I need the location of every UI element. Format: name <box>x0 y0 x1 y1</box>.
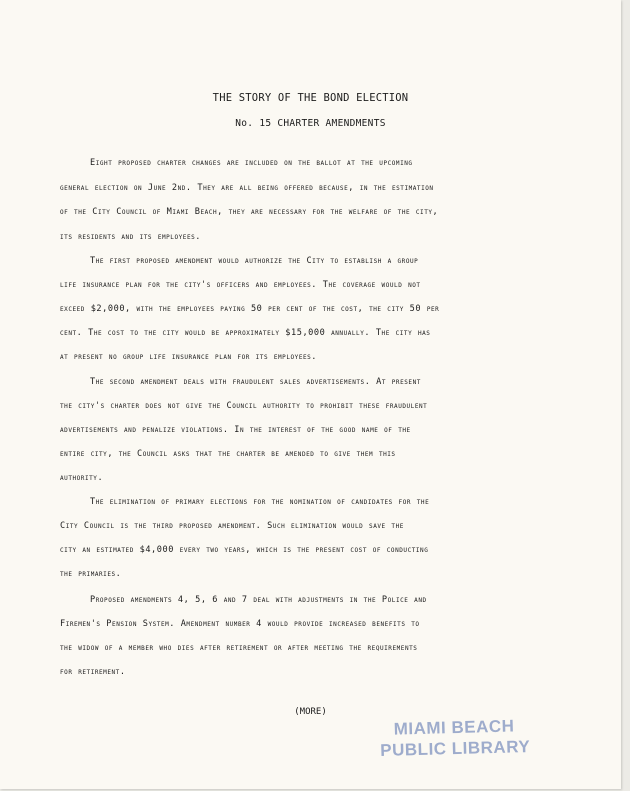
text-line: The second amendment deals with fraudulent sales advertisements. At present <box>90 377 421 387</box>
text-line: The elimination of primary elections for the nomination of candidates for the <box>90 497 430 507</box>
stamp-line-2: PUBLIC LIBRARY <box>380 737 531 760</box>
library-stamp <box>379 716 530 761</box>
text-line: at present no group life insurance plan for its employees. <box>60 352 318 362</box>
text-line: City Council is the third proposed amendment. Such elimination would save the <box>60 521 404 531</box>
text-line: Firemen's Pension System. Amendment number 4 would provide increased benefits to <box>60 619 420 629</box>
text-line: the primaries. <box>60 569 122 579</box>
text-line: of the City Council of Miami Beach, they are necessary for the welfare of the city, <box>60 207 439 217</box>
text-line: the city's charter does not give the Council authority to prohibit these fraudulent <box>60 401 428 411</box>
text-line: authority. <box>60 473 104 483</box>
text-line: general election on June 2nd. They are all being offered because, in the estimation <box>60 183 434 193</box>
text-line: entire city, the Council asks that the charter be amended to give them this <box>60 449 396 459</box>
document-subtitle: No. 15 CHARTER AMENDMENTS <box>235 118 386 129</box>
text-line: Eight proposed charter changes are included on the ballot at the upcoming <box>90 158 413 168</box>
text-line: its residents and its employees. <box>60 232 202 242</box>
text-line: advertisements and penalize violations. In the interest of the good name of the <box>60 425 411 435</box>
text-line: for retirement. <box>60 667 126 677</box>
text-line: the widow of a member who dies after retirement or after meeting the requirements <box>60 643 418 653</box>
text-line: exceed $2,000, with the employees paying 50 per cent of the cost, the city 50 per <box>60 304 440 314</box>
text-line: city an estimated $4,000 every two years, which is the present cost of conducting <box>60 545 429 555</box>
stamp-line-1: MIAMI BEACH <box>393 716 515 739</box>
text-line: cent. The cost to the city would be approximately $15,000 annually. The city has <box>60 328 431 338</box>
text-line: Proposed amendments 4, 5, 6 and 7 deal with adjustments in the Police and <box>90 595 427 605</box>
text-line: life insurance plan for the city's officers and employees. The coverage would not <box>60 280 421 290</box>
more-marker: (MORE) <box>294 707 327 717</box>
document-title: THE STORY OF THE BOND ELECTION <box>212 92 409 104</box>
text-line: The first proposed amendment would authorize the City to establish a group <box>90 256 419 266</box>
